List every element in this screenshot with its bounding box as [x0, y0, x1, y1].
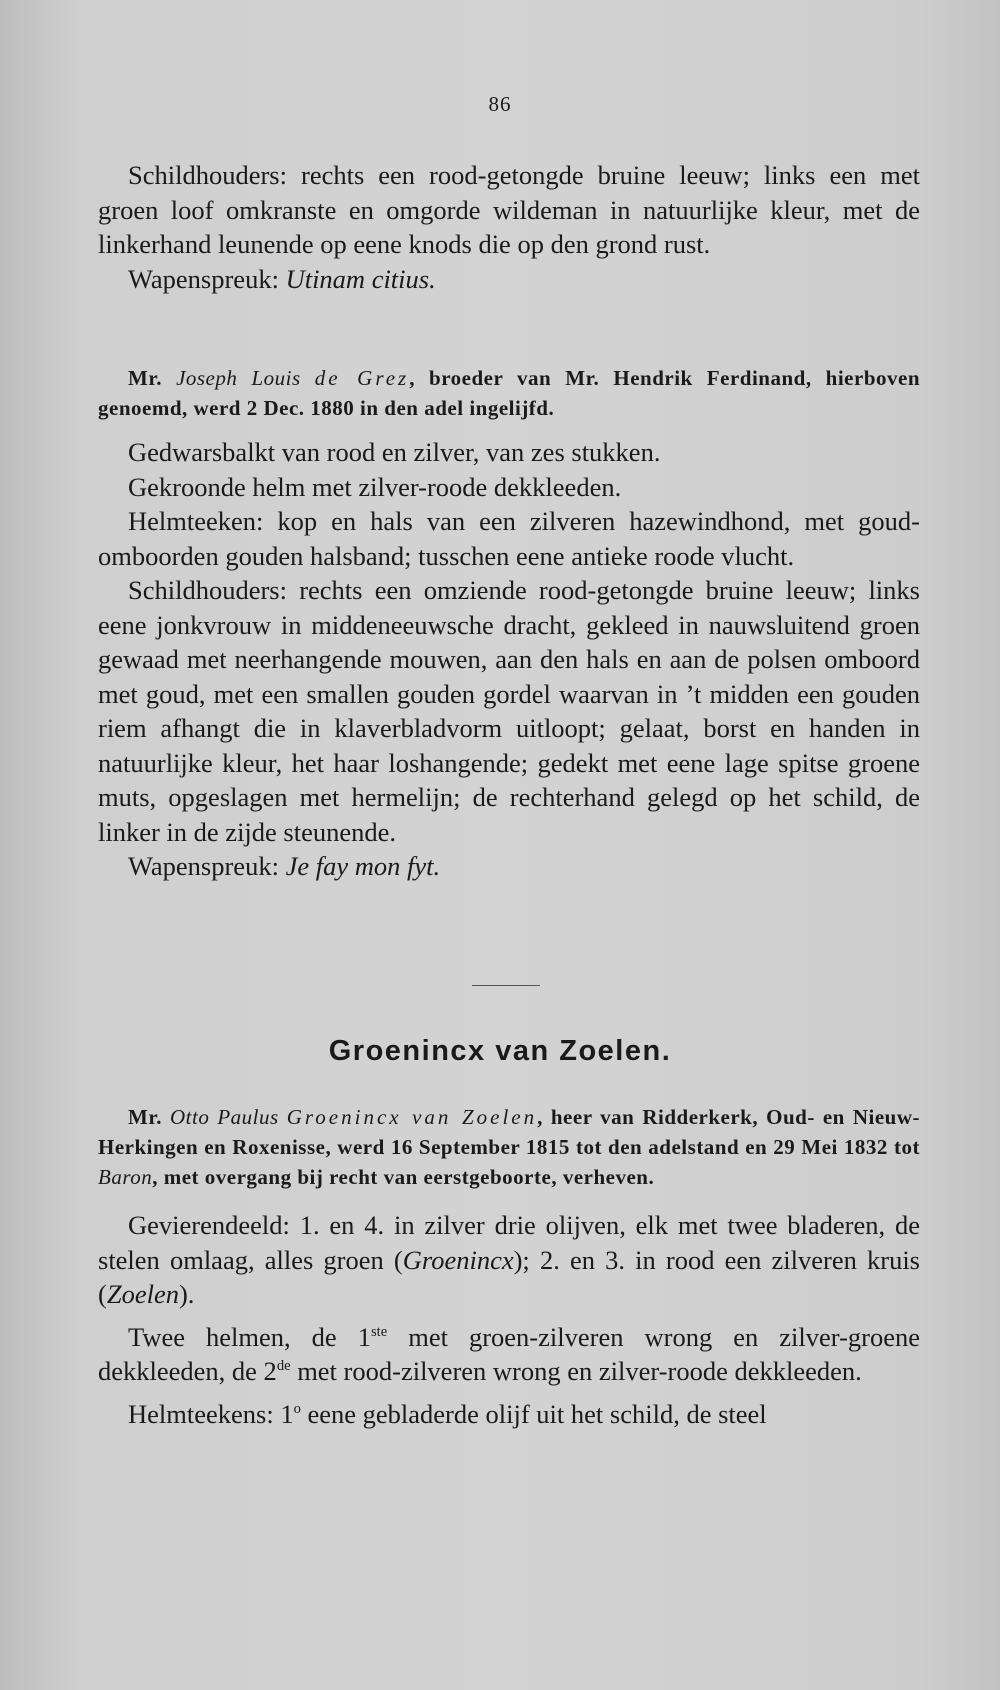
motto-line-2 [98, 849, 920, 884]
motto-line-1 [98, 262, 920, 297]
entry-rest-end: , met overgang bij recht van eerstgeboorte, verheven. [152, 1165, 655, 1189]
entry-heading-de-grez [98, 363, 920, 423]
text-run: eene gebladerde olijf uit het schild, de steel [300, 1398, 767, 1429]
text-run: met rood-zilveren wrong en zilver-roode dekkleeden. [290, 1356, 862, 1386]
paragraph-gevierendeeld [98, 1208, 920, 1312]
page-number: 86 [488, 92, 512, 116]
entry-name: Otto Paulus [170, 1105, 279, 1129]
paragraph-twee-helmen [98, 1320, 920, 1389]
entry-surname: de Grez [314, 366, 410, 390]
paragraph-schildhouders-2: Schildhouders: rechts een omziende rood-getongde bruine leeuw; links eene jonkvrouw in middeneeuwsche dracht, gekleed in nauwsluitend groen gewaad met neerhangende mouwen, aan den hals en aan de polsen omboord met goud, met een smallen gouden gordel waarvan in ’t midden een gouden riem afhangt die in klaverbladvorm uitloopt; gelaat, borst en handen in natuurlijke kleur, het haar loshangende; gedekt met eene lage spitse groene muts, opgeslagen met hermelijn; de rechterhand gelegd op het schild, de linker in de zijde steunende. [98, 575, 920, 847]
text-run: Gevierendeeld: 1. en 4. in zilver drie olijven, elk met twee bladeren, de stelen omlaag, alles groen ( [98, 1210, 920, 1275]
motto-text: Utinam citius. [285, 263, 436, 294]
text-run: Helmteekens: 1 [128, 1398, 294, 1429]
paragraph-helmteekens [98, 1397, 920, 1432]
family-name: Zoelen [106, 1279, 179, 1309]
ordinal-suffix: de [276, 1358, 291, 1375]
family-name: Groenincx [402, 1244, 514, 1275]
entry-title-baron: Baron [98, 1165, 153, 1189]
motto-label: Wapenspreuk: [128, 851, 279, 881]
text-run: ); 2. en 3. in rood een zilveren kruis ( [98, 1244, 920, 1309]
text-run: ). [178, 1279, 195, 1309]
text-run: met groen-zilveren wrong en zilver-groene dekkleeden, de 2 [98, 1321, 920, 1386]
paragraph-schildhouders-1: Schildhouders: rechts een rood-getongde bruine leeuw; links een met groen loof omkranste en omgorde wildeman in natuurlijke kleur, met de linkerhand leunende op eene knods die op den grond rust. [98, 160, 920, 259]
ordinal-suffix: ste [370, 1323, 388, 1340]
entry-rest: , heer van Ridderkerk, Oud- en Nieuw-Herkingen en Roxenisse, werd 16 September 1815 tot den adelstand en 29 Mei 1832 tot [98, 1105, 921, 1159]
entry-prefix: Mr. [128, 1105, 162, 1129]
paragraph-gedwarsbalkt: Gedwarsbalkt van rood en zilver, van zes stukken. [128, 437, 661, 467]
section-groenincx [98, 1102, 920, 1431]
entry-heading-groenincx [98, 1102, 920, 1192]
entry-name: Joseph Louis [176, 366, 301, 390]
section-continued [98, 158, 920, 296]
section-divider [472, 985, 540, 986]
entry-prefix: Mr. [128, 366, 162, 390]
motto-text: Je fay mon fyt. [285, 851, 441, 881]
ordinal-suffix: o [293, 1400, 301, 1417]
text-run: Twee helmen, de 1 [128, 1321, 371, 1352]
section-title: Groenincx van Zoelen. [328, 1035, 672, 1067]
entry-rest: , broeder van Mr. Hendrik Ferdinand, hierboven genoemd, werd 2 Dec. 1880 in den adel ingelijfd. [98, 366, 921, 420]
paragraph-gekroonde-helm: Gekroonde helm met zilver-roode dekkleeden. [128, 471, 622, 502]
entry-de-grez [98, 363, 920, 884]
paragraph-helmteeken: Helmteeken: kop en hals van een zilveren hazewindhond, met goud-omboorden gouden halsband; tusschen eene antieke roode vlucht. [98, 506, 920, 571]
entry-surname: Groenincx van Zoelen [286, 1105, 538, 1129]
motto-label: Wapenspreuk: [128, 263, 279, 294]
